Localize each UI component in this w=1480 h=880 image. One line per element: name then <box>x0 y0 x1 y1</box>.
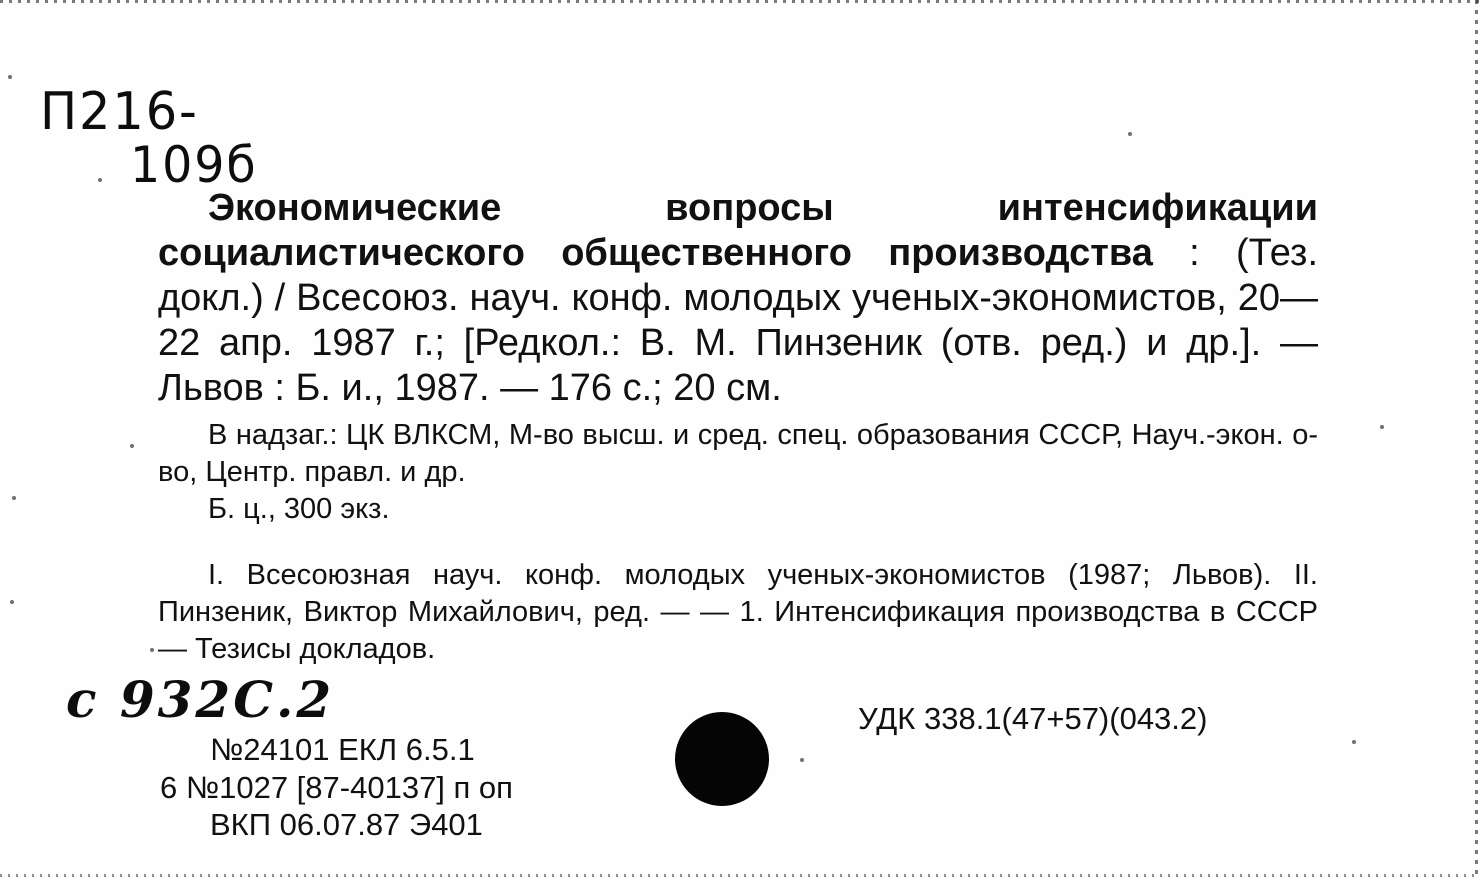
note-header-publisher: В надзаг.: ЦК ВЛКСМ, М-во высш. и сред. спец. образования СССР, Науч.-экон. о-во, Центр. правл. и др. <box>158 419 1318 488</box>
statement-of-responsibility: : (Тез. докл.) / Всесоюз. науч. конф. молодых ученых-экономистов, 20—22 апр. 1987 г.; [Редкол.: В. М. Пинзеник (отв. ред.) и др.]. — Львов : Б. и., 1987. — 176 с.; 20 см. <box>158 232 1318 409</box>
dust-speck <box>10 600 14 604</box>
footer-line-1: №24101 ЕКЛ 6.5.1 <box>210 732 475 767</box>
card-punch-hole <box>675 712 769 806</box>
footer-line-2: 6 №1027 [87-40137] п оп <box>160 770 513 805</box>
footer-line-3: ВКП 06.07.87 Э401 <box>210 807 483 842</box>
tracings: I. Всесоюзная науч. конф. молодых ученых-экономистов (1987; Львов). II. Пинзеник, Виктор Михайлович, ред. — — 1. Интенсификация производства в СССР — Тезисы докладов. <box>158 559 1318 665</box>
udk-classification: УДК 338.1(47+57)(043.2) <box>858 701 1208 736</box>
dust-speck <box>150 648 154 652</box>
dust-speck <box>130 444 134 448</box>
dust-speck <box>98 178 102 182</box>
note-price-copies: Б. ц., 300 экз. <box>208 493 390 525</box>
notes-area <box>158 417 1318 528</box>
inventory-number-handwritten: с 932С.2 <box>66 670 335 729</box>
dust-speck <box>12 496 16 500</box>
dust-speck <box>8 75 12 79</box>
card-top-edge <box>0 0 1480 3</box>
call-number-line2: 109б <box>130 136 258 194</box>
dust-speck <box>1380 425 1384 429</box>
card-bottom-edge <box>0 874 1480 877</box>
title-text: Экономические вопросы интенсификации социалистического общественного производства <box>158 187 1318 274</box>
dust-speck <box>1128 132 1132 136</box>
dust-speck <box>800 758 804 762</box>
dust-speck <box>1352 740 1356 744</box>
card-right-edge <box>1475 0 1478 880</box>
call-number-line1: П216- <box>40 82 199 142</box>
bibliographic-description <box>158 186 1318 411</box>
